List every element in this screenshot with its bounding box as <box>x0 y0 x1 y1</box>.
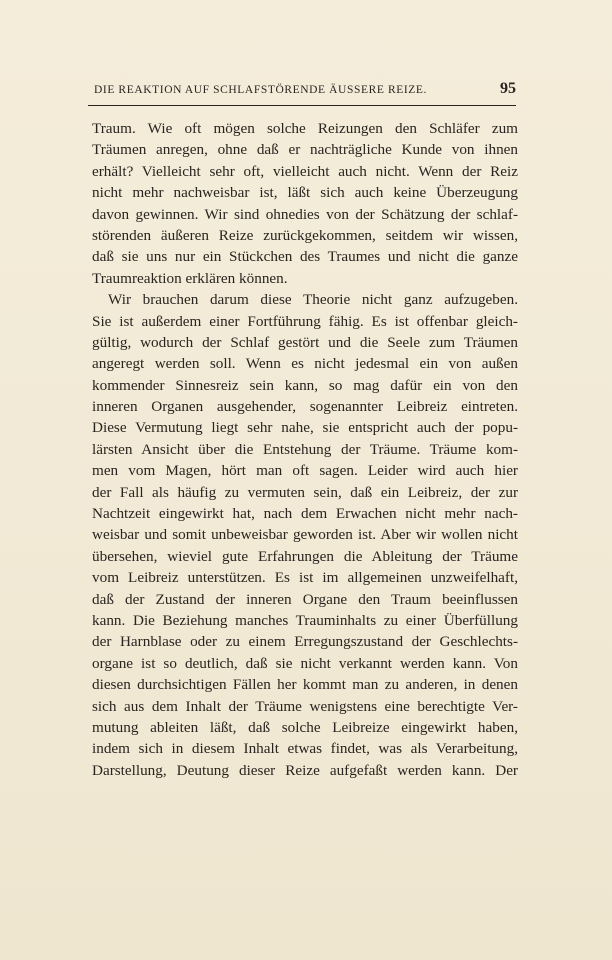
page-number: 95 <box>500 80 516 97</box>
text-line: gültig, wodurch der Schlaf gestört und die Seele zum Träumen <box>92 333 518 351</box>
text-line: daß der Zustand der inneren Organe den Traum beeinflussen <box>92 590 518 608</box>
text-line: Traumreaktion erklären können. <box>92 269 288 287</box>
text-line: organe ist so deutlich, daß sie nicht verkannt werden kann. Von <box>92 654 518 672</box>
text-line: angeregt werden soll. Wenn es nicht jedesmal ein von außen <box>92 355 518 373</box>
text-line: lärsten Ansicht über die Entstehung der Träume. Träume kom- <box>92 440 518 458</box>
text-line: Nachtzeit eingewirkt hat, nach dem Erwachen nicht mehr nach- <box>92 505 518 523</box>
text-line: men vom Magen, hört man oft sagen. Leider wird auch hier <box>92 462 518 480</box>
running-head <box>88 80 516 102</box>
text-line: nicht mehr nachweisbar ist, läßt sich auch keine Überzeugung <box>92 184 518 202</box>
text-line: Wir brauchen darum diese Theorie nicht ganz aufzugeben. <box>108 291 518 309</box>
text-line: Traum. Wie oft mögen solche Reizungen den Schläfer zum <box>92 120 518 137</box>
text-line: übersehen, wieviel gute Erfahrungen die Ableitung der Träume <box>92 547 518 565</box>
text-line: der Harnblase oder zu einem Erregungszustand der Geschlechts- <box>92 633 518 651</box>
running-title: DIE REAKTION AUF SCHLAFSTÖRENDE ÄUSSERE REIZE. <box>94 84 427 96</box>
text-line: vom Leibreiz unterstützen. Es ist im allgemeinen unzweifelhaft, <box>92 569 518 587</box>
text-line: Darstellung, Deutung dieser Reize aufgefaßt werden kann. Der <box>92 761 518 779</box>
text-line: Träumen anregen, ohne daß er nachträgliche Kunde von ihnen <box>92 141 518 159</box>
text-line: Diese Vermutung liegt sehr nahe, sie entspricht auch der popu- <box>92 419 518 437</box>
text-line: kommender Sinnesreiz sein kann, so mag dafür ein von den <box>92 376 518 394</box>
text-line: daß sie uns nur ein Stückchen des Traumes und nicht die ganze <box>92 248 518 266</box>
text-line: diesen durchsichtigen Fällen her kommt man zu anderen, in denen <box>92 676 518 694</box>
text-line: der Fall als häufig zu vermuten sein, daß ein Leibreiz, der zur <box>92 483 518 501</box>
text-line: kann. Die Beziehung manches Trauminhalts zu einer Überfüllung <box>92 611 518 629</box>
text-line: erhält? Vielleicht sehr oft, vielleicht auch nicht. Wenn der Reiz <box>92 162 518 180</box>
text-line: sich aus dem Inhalt der Träume wenigstens eine berechtigte Ver- <box>92 697 518 715</box>
body-text <box>92 118 518 781</box>
text-line: mutung ableiten läßt, daß solche Leibreize eingewirkt haben, <box>92 718 518 736</box>
text-line: störenden äußeren Reize zurückgekommen, seitdem wir wissen, <box>92 226 518 244</box>
header-rule <box>88 105 516 106</box>
text-line: Sie ist außerdem einer Fortführung fähig. Es ist offenbar gleich- <box>92 312 518 330</box>
text-line: davon gewinnen. Wir sind ohnedies von der Schätzung der schlaf- <box>92 205 518 223</box>
text-line: indem sich in diesem Inhalt etwas findet, was als Verarbeitung, <box>92 740 518 758</box>
text-line: inneren Organen ausgehender, sogenannter Leibreiz eintreten. <box>92 398 518 416</box>
text-line: weisbar und somit unbeweisbar geworden ist. Aber wir wollen nicht <box>92 526 518 544</box>
